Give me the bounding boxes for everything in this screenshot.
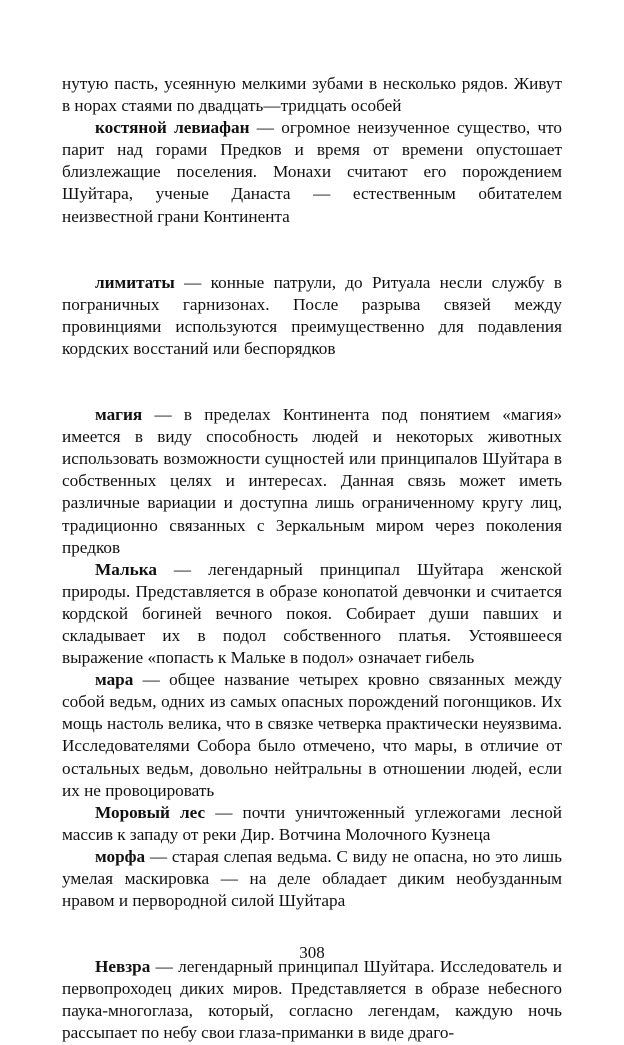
entry-malka <box>62 559 562 669</box>
entry-text: — огромное неизученное существо, что парит над горами Предков и время от времени опустошает близлежащие поселения. Монахи считают его порождением Шуйтара, ученые Данаста — естественным обитателем неизвестной грани Континента <box>62 118 562 226</box>
section-gap <box>62 360 562 404</box>
entry-morfa <box>62 846 562 912</box>
entry-morovyy-les <box>62 802 562 846</box>
entry-text: — легендарный принципал Шуйтара. Исследователь и первопроходец диких миров. Представляется в образе небесного паука-многоглаза, который, согласно легендам, каждую ночь рассыпает по небу свои глаза-приманки в виде драго- <box>62 957 562 1043</box>
entry-text: — легендарный принципал Шуйтара женской природы. Представляется в образе конопатой девчонки и считается кордской богиней вечного покоя. Собирает души павших и складывает их в подол собственного платья. Устоявшееся выражение «попасть к Мальке в подол» означает гибель <box>62 559 562 668</box>
entry-text: — старая слепая ведьма. С виду не опасна, но это лишь умелая маскировка — на деле обладает диким необузданным нравом и первородной силой Шуйтара <box>62 846 562 911</box>
entry-term: мара <box>95 670 134 690</box>
section-gap <box>62 228 562 272</box>
entry-magiya <box>62 404 562 559</box>
entry-term: морфа <box>95 846 146 866</box>
entry-nevzra <box>62 956 562 1044</box>
entry-term: Моровый лес <box>95 802 206 822</box>
entry-term: Малька <box>95 559 157 579</box>
entry-continuation <box>62 73 562 117</box>
entry-text: — общее название четырех кровно связанных между собой ведьм, одних из самых опасных порождений погонщиков. Их мощь настоль велика, что в связке четверка практически неуязвима. Исследователями Собора было отмечено, что мары, в отличие от остальных ведьм, довольно нейтральны в отношении людей, если их не провоцировать <box>62 670 562 800</box>
page-text <box>62 73 562 1045</box>
entry-text: — в пределах Континента под понятием «магия» имеется в виду способность людей и некоторых животных использовать возможности сущностей или принципалов Шуйтара в собственных целях и интересах. Данная связь может иметь различные вариации и доступна лишь ограниченному кругу лиц, традиционно связанных с Зеркальным миром через поколения предков <box>62 405 562 557</box>
entry-term: магия <box>95 405 143 425</box>
entry-text: — конные патрули, до Ритуала несли службу в пограничных гарнизонах. После разрыва связей между провинциями используются преимущественно для подавления кордских восстаний или беспорядков <box>62 272 562 358</box>
entry-term: лимитаты <box>95 272 175 292</box>
page-number: 308 <box>299 943 325 962</box>
entry-limitaty <box>62 272 562 360</box>
entry-term: Невзра <box>95 957 151 977</box>
entry-kostyanoy-leviafan <box>62 117 562 227</box>
entry-text: — почти уничтоженный углежогами лесной массив к западу от реки Дир. Вотчина Молочного Кузнеца <box>62 802 562 844</box>
entry-text: нутую пасть, усеянную мелкими зубами в несколько рядов. Живут в норах стаями по двадцать—тридцать особей <box>62 74 562 116</box>
entry-term: костяной левиафан <box>95 118 250 138</box>
entry-mara <box>62 669 562 802</box>
